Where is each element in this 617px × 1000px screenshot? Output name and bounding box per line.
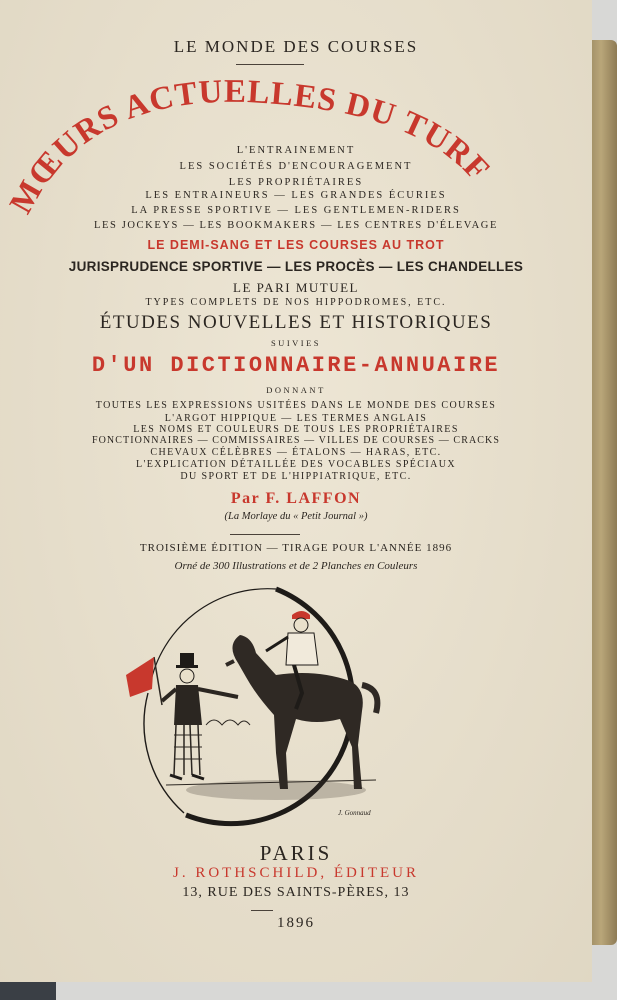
topic-line: LES ENTRAINEURS — LES GRANDES ÉCURIES — [145, 190, 447, 201]
author-line: Par F. LAFFON — [230, 490, 362, 507]
publisher-line: J. ROTHSCHILD, ÉDITEUR — [173, 865, 419, 881]
dict-line: LES NOMS ET COULEURS DE TOUS LES PROPRIÉTAIRES — [133, 424, 459, 435]
dict-line: DU SPORT ET DE L'HIPPIATRIQUE, ETC. — [180, 471, 412, 482]
topic-line: LES JOCKEYS — LES BOOKMAKERS — LES CENTRES D'ÉLEVAGE — [94, 220, 498, 231]
topic-line: LES PROPRIÉTAIRES — [228, 177, 364, 188]
topic-line: LES SOCIÉTÉS D'ENCOURAGEMENT — [179, 161, 413, 172]
donnant-line: DONNANT — [266, 385, 326, 395]
svg-text:J. Gonnaud: J. Gonnaud — [338, 809, 371, 817]
author-note: (La Morlaye du « Petit Journal ») — [224, 511, 368, 522]
main-title: MŒURS ACTUELLES DU TURF — [3, 76, 497, 220]
topic-line: L'ENTRAINEMENT — [236, 145, 356, 156]
dict-line: L'ARGOT HIPPIQUE — LES TERMES ANGLAIS — [164, 413, 428, 424]
series-title: LE MONDE DES COURSES — [173, 37, 419, 56]
dict-line: FONCTIONNAIRES — COMMISSAIRES — VILLES DE COURSES — CRACKS — [91, 435, 501, 446]
pari-mutuel-line: LE PARI MUTUEL — [233, 280, 359, 295]
demi-sang-heading: LE DEMI-SANG ET LES COURSES AU TROT — [147, 238, 445, 252]
page-edges — [588, 40, 617, 945]
jurisprudence-heading: JURISPRUDENCE SPORTIVE — LES PROCÈS — LES CHANDELLES — [68, 259, 524, 274]
dict-line: L'EXPLICATION DÉTAILLÉE DES VOCABLES SPÉCIAUX — [136, 459, 456, 470]
dict-line: CHEVAUX CÉLÈBRES — ÉTALONS — HARAS, ETC. — [150, 447, 442, 458]
city-line: PARIS — [259, 841, 333, 865]
author-rule — [230, 534, 300, 535]
dict-line: TOUTES LES EXPRESSIONS USITÉES DANS LE MONDE DES COURSES — [95, 400, 497, 411]
series-rule — [236, 64, 304, 65]
types-line: TYPES COMPLETS DE NOS HIPPODROMES, ETC. — [145, 297, 447, 308]
jockey-horse-illustration — [126, 585, 396, 840]
edition-line: TROISIÈME ÉDITION — TIRAGE POUR L'ANNÉE 1896 — [139, 542, 453, 554]
etudes-heading: ÉTUDES NOUVELLES ET HISTORIQUES — [99, 312, 493, 333]
year-line: 1896 — [277, 915, 315, 931]
address-line: 13, RUE DES SAINTS-PÈRES, 13 — [182, 885, 410, 900]
suivies-line: SUIVIES — [270, 338, 322, 348]
illustrations-line: Orné de 300 Illustrations et de 2 Planches en Couleurs — [174, 560, 418, 572]
topic-line: LA PRESSE SPORTIVE — LES GENTLEMEN-RIDERS — [131, 205, 461, 216]
dictionnaire-heading: D'UN DICTIONNAIRE-ANNUAIRE — [91, 353, 501, 378]
address-rule — [251, 910, 273, 911]
